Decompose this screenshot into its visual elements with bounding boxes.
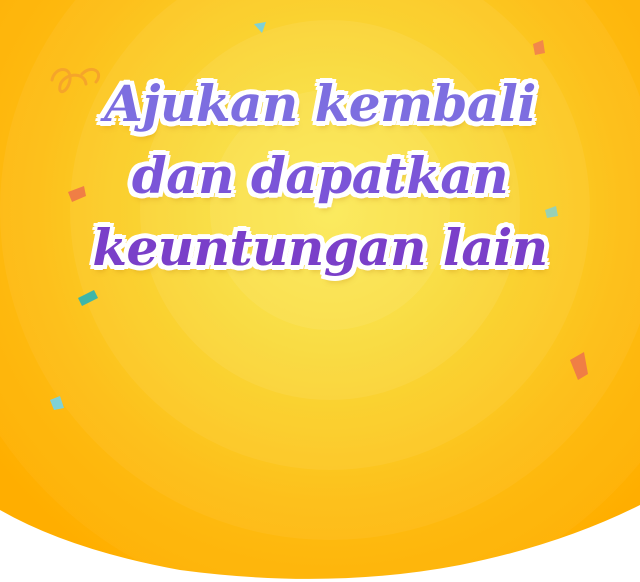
headline-line-2: dan dapatkan bbox=[131, 146, 509, 205]
headline-line-3: keuntungan lain bbox=[92, 218, 548, 277]
headline-line-1: Ajukan kembali bbox=[104, 74, 536, 133]
headline bbox=[0, 68, 640, 284]
